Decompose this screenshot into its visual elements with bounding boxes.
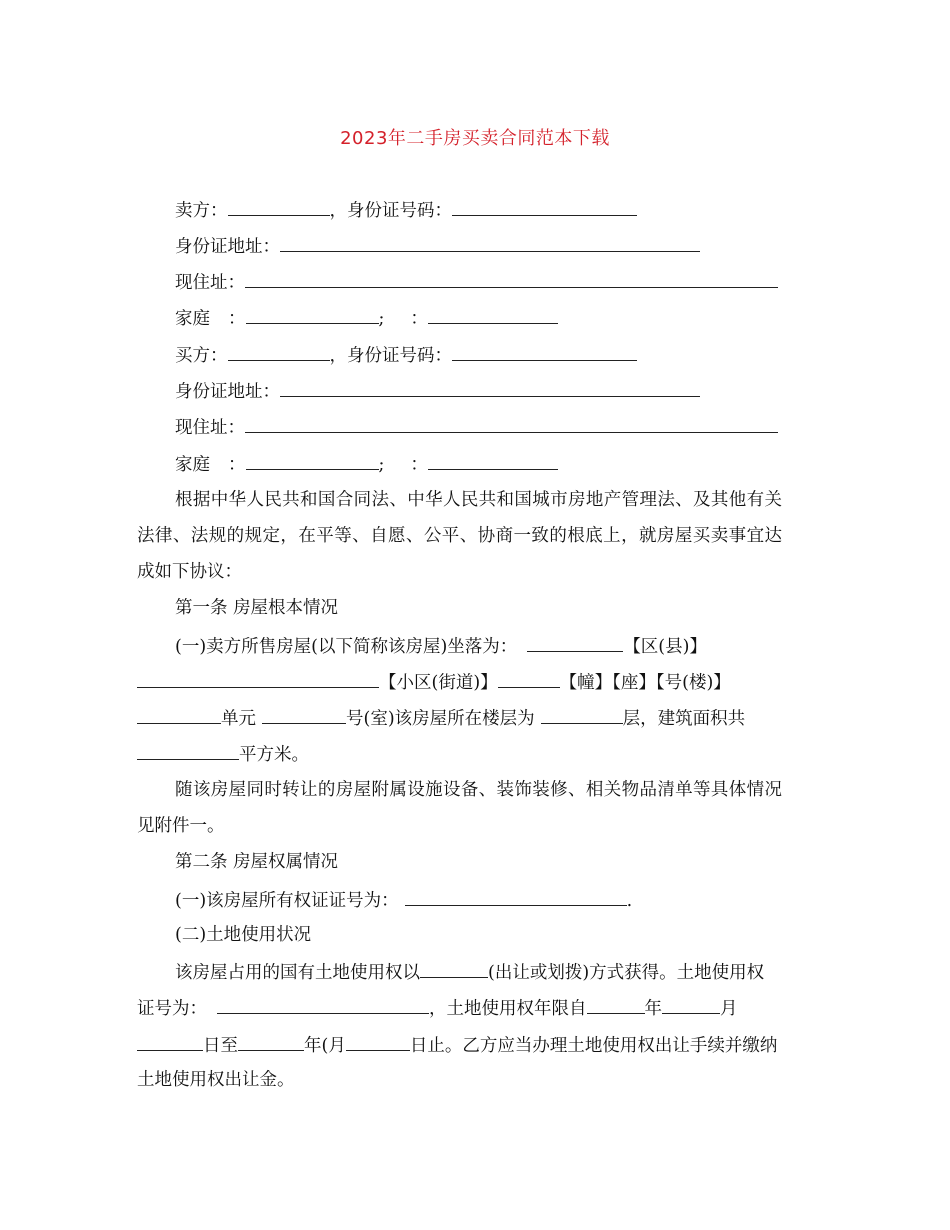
article-2-heading: 第二条 房屋权属情况: [175, 852, 339, 872]
seller-family-colon-2: ：: [410, 309, 428, 329]
start-day-blank: [137, 1031, 203, 1051]
seller-id-address-blank: [280, 232, 700, 252]
land-cert-blank: [217, 994, 429, 1014]
community-blank: [137, 668, 379, 688]
end-day-blank: [346, 1031, 410, 1051]
certificate-label: (一)该房屋所有权证证号为：: [175, 891, 399, 911]
district-blank: [527, 632, 623, 652]
seller-family-colon: ：: [228, 309, 246, 329]
seller-current-address-line: [175, 268, 778, 294]
buyer-family-colon: ：: [228, 455, 246, 475]
land-use-method-blank: [420, 958, 488, 978]
buyer-id-address-label: 身份证地址：: [175, 382, 280, 402]
room-blank: [262, 704, 346, 724]
article-1-p1-line-4: [137, 740, 309, 766]
unit-label: 单元: [221, 709, 256, 729]
seller-family-label: 家庭: [175, 309, 210, 329]
area-label: 平方米。: [239, 745, 309, 765]
community-label: 【小区(街道)】: [379, 673, 498, 693]
buyer-current-address-label: 现住址：: [175, 418, 245, 438]
buyer-id-address-blank: [280, 377, 700, 397]
document-title: 2023年二手房买卖合同范本下载: [340, 128, 610, 149]
start-year-blank: [587, 994, 645, 1014]
article-1-p2-line-1: 随该房屋同时转让的房屋附属设施设备、装饰装修、相关物品清单等具体情况: [175, 780, 782, 800]
buyer-id-blank: [452, 341, 637, 361]
article-2-p3-line-2: [137, 994, 738, 1020]
buyer-current-address-line: [175, 413, 778, 439]
article-1-p2-line-2: 见附件一。: [137, 816, 225, 836]
seller-line: [175, 196, 637, 222]
land-use-method-label: (出让或划拨)方式获得。土地使用权: [488, 963, 765, 983]
article-2-p1: [175, 886, 632, 912]
building-blank: [498, 668, 560, 688]
start-day-label: 日至: [203, 1036, 238, 1056]
buyer-family-blank-1: [246, 450, 379, 470]
article-1-heading: 第一条 房屋根本情况: [175, 598, 339, 618]
article-1-p1-line-2: [137, 668, 731, 694]
end-day-label: 日止。乙方应当办理土地使用权出让手续并缴纳: [409, 1036, 778, 1056]
start-month-label: 月: [720, 999, 738, 1019]
preamble-line-2: 法律、法规的规定，在平等、自愿、公平、协商一致的根底上，就房屋买卖事宜达: [137, 526, 782, 546]
article-1-p1-line-1: [175, 632, 707, 658]
article-2-p3-line-3: [137, 1031, 777, 1057]
buyer-family-semicolon: ;: [378, 455, 385, 475]
floor-label: 层，建筑面积共: [622, 709, 746, 729]
certificate-blank: [405, 886, 627, 906]
seller-label: 卖方：: [175, 201, 228, 221]
certificate-end: .: [626, 891, 633, 911]
buyer-line: [175, 341, 637, 367]
end-year-blank: [238, 1031, 304, 1051]
preamble-line-3: 成如下协议：: [137, 562, 242, 582]
seller-id-blank: [452, 196, 637, 216]
buyer-family-blank-2: [428, 450, 558, 470]
seller-current-address-label: 现住址：: [175, 273, 245, 293]
seller-family-blank-1: [246, 304, 379, 324]
unit-blank: [137, 704, 221, 724]
seller-current-address-blank: [245, 268, 778, 288]
buyer-family-label: 家庭: [175, 455, 210, 475]
land-term-label: ，土地使用权年限自: [429, 999, 587, 1019]
area-blank: [137, 740, 239, 760]
seller-family-semicolon: ;: [378, 309, 385, 329]
article-2-p2: (二)土地使用状况: [175, 925, 312, 945]
start-year-label: 年: [644, 999, 662, 1019]
buyer-name-blank: [228, 341, 330, 361]
seller-id-address-line: [175, 232, 700, 258]
end-year-label: 年(月: [304, 1036, 346, 1056]
seller-name-blank: [228, 196, 330, 216]
district-label: 【区(县)】: [623, 637, 707, 657]
room-label: 号(室)该房屋所在楼层为: [346, 709, 535, 729]
seller-family-line: [175, 304, 558, 330]
buyer-family-line: [175, 450, 558, 476]
buyer-family-colon-2: ：: [410, 455, 428, 475]
floor-blank: [541, 704, 623, 724]
buyer-id-address-line: [175, 377, 700, 403]
article-1-p1-line-3: [137, 704, 745, 730]
article-2-p3-line-1: [175, 958, 764, 984]
article-1-location-lead: (一)卖方所售房屋(以下简称该房屋)坐落为：: [175, 637, 518, 657]
article-2-p3-line-4: 土地使用权出让金。: [137, 1070, 295, 1090]
preamble-line-1: 根据中华人民共和国合同法、中华人民共和国城市房地产管理法、及其他有关: [175, 490, 782, 510]
land-use-lead: 该房屋占用的国有土地使用权以: [175, 963, 420, 983]
seller-family-blank-2: [428, 304, 558, 324]
seller-id-address-label: 身份证地址：: [175, 237, 280, 257]
buyer-current-address-blank: [245, 413, 778, 433]
land-cert-label: 证号为：: [137, 999, 207, 1019]
start-month-blank: [662, 994, 720, 1014]
buyer-label: 买方：: [175, 346, 228, 366]
buyer-id-label: ，身份证号码：: [329, 346, 452, 366]
seller-id-label: ，身份证号码：: [329, 201, 452, 221]
building-label: 【幢】【座】【号(楼)】: [559, 673, 731, 693]
